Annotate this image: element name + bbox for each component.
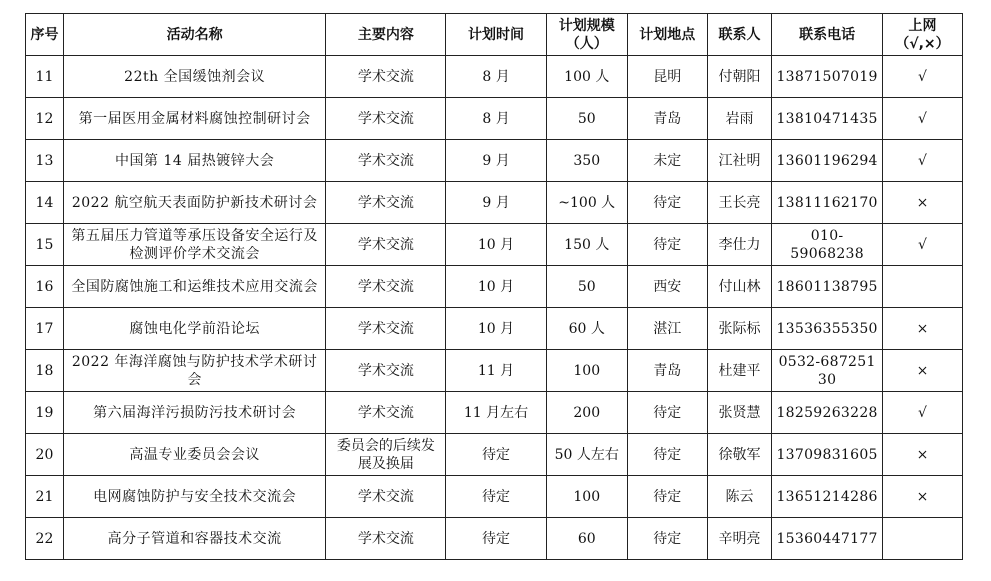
cell-contact: 陈云 [707,476,772,518]
cell-time: 11 月 [446,350,546,392]
cell-content: 学术交流 [326,182,446,224]
table-row [26,476,963,518]
table-row [26,350,963,392]
cell-phone: 13811162170 [772,182,883,224]
cell-name: 高温专业委员会会议 [63,434,325,476]
header-contact: 联系人 [707,14,772,56]
cell-time: 10 月 [446,224,546,266]
cell-place: 青岛 [627,350,707,392]
cell-no: 14 [26,182,64,224]
cell-online: √ [882,56,962,98]
cell-place: 待定 [627,518,707,560]
header-online: 上网（√,×） [882,14,962,56]
cell-phone: 15360447177 [772,518,883,560]
cell-phone: 13810471435 [772,98,883,140]
cell-content: 学术交流 [326,518,446,560]
cell-phone: 13601196294 [772,140,883,182]
cell-name: 2022 年海洋腐蚀与防护技术学术研讨会 [63,350,325,392]
cell-phone: 010-59068238 [772,224,883,266]
cell-place: 待定 [627,182,707,224]
cell-contact: 徐敬军 [707,434,772,476]
cell-no: 18 [26,350,64,392]
cell-contact: 李仕力 [707,224,772,266]
cell-online: × [882,434,962,476]
table-row [26,434,963,476]
cell-place: 西安 [627,266,707,308]
cell-scale: 200 [546,392,627,434]
cell-contact: 付朝阳 [707,56,772,98]
cell-content: 学术交流 [326,98,446,140]
cell-content: 委员会的后续发展及换届 [326,434,446,476]
cell-no: 12 [26,98,64,140]
cell-contact: 江社明 [707,140,772,182]
cell-place: 待定 [627,392,707,434]
cell-contact: 王长亮 [707,182,772,224]
cell-contact: 岩雨 [707,98,772,140]
cell-time: 待定 [446,476,546,518]
cell-online: × [882,350,962,392]
cell-online: × [882,182,962,224]
cell-name: 2022 航空航天表面防护新技术研讨会 [63,182,325,224]
cell-place: 未定 [627,140,707,182]
cell-time: 11 月左右 [446,392,546,434]
cell-place: 青岛 [627,98,707,140]
cell-no: 11 [26,56,64,98]
cell-online: × [882,308,962,350]
cell-name: 中国第 14 届热镀锌大会 [63,140,325,182]
cell-online: √ [882,140,962,182]
cell-no: 13 [26,140,64,182]
cell-no: 20 [26,434,64,476]
cell-time: 待定 [446,434,546,476]
cell-no: 15 [26,224,64,266]
cell-scale: 50 [546,266,627,308]
cell-phone: 18259263228 [772,392,883,434]
cell-name: 第一届医用金属材料腐蚀控制研讨会 [63,98,325,140]
cell-contact: 张贤慧 [707,392,772,434]
cell-contact: 付山林 [707,266,772,308]
header-name: 活动名称 [63,14,325,56]
header-no: 序号 [26,14,64,56]
cell-phone: 18601138795 [772,266,883,308]
cell-no: 21 [26,476,64,518]
cell-name: 腐蚀电化学前沿论坛 [63,308,325,350]
cell-time: 待定 [446,518,546,560]
activity-schedule-table [25,13,963,560]
table-row [26,518,963,560]
header-scale: 计划规模（人） [546,14,627,56]
cell-name: 电网腐蚀防护与安全技术交流会 [63,476,325,518]
cell-time: 10 月 [446,266,546,308]
cell-scale: 60 [546,518,627,560]
table-row [26,224,963,266]
header-row [26,14,963,56]
cell-phone: 13871507019 [772,56,883,98]
cell-phone: 13651214286 [772,476,883,518]
cell-no: 16 [26,266,64,308]
cell-place: 待定 [627,476,707,518]
cell-scale: 50 人左右 [546,434,627,476]
cell-place: 昆明 [627,56,707,98]
cell-content: 学术交流 [326,350,446,392]
cell-scale: 100 [546,476,627,518]
cell-content: 学术交流 [326,56,446,98]
cell-name: 高分子管道和容器技术交流 [63,518,325,560]
cell-content: 学术交流 [326,476,446,518]
cell-name: 第五届压力管道等承压设备安全运行及检测评价学术交流会 [63,224,325,266]
cell-scale: 100 人 [546,56,627,98]
cell-place: 待定 [627,434,707,476]
table-row [26,98,963,140]
cell-online: √ [882,224,962,266]
cell-content: 学术交流 [326,266,446,308]
cell-time: 9 月 [446,140,546,182]
cell-online: √ [882,98,962,140]
cell-time: 9 月 [446,182,546,224]
cell-name: 全国防腐蚀施工和运维技术应用交流会 [63,266,325,308]
cell-content: 学术交流 [326,140,446,182]
header-content: 主要内容 [326,14,446,56]
cell-scale: 100 [546,350,627,392]
cell-phone: 13536355350 [772,308,883,350]
cell-no: 22 [26,518,64,560]
cell-place: 待定 [627,224,707,266]
cell-scale: 50 [546,98,627,140]
cell-phone: 0532-68725130 [772,350,883,392]
cell-name: 22th 全国缓蚀剂会议 [63,56,325,98]
cell-online [882,266,962,308]
table-row [26,392,963,434]
cell-name: 第六届海洋污损防污技术研讨会 [63,392,325,434]
cell-contact: 辛明亮 [707,518,772,560]
header-place: 计划地点 [627,14,707,56]
cell-content: 学术交流 [326,392,446,434]
cell-content: 学术交流 [326,308,446,350]
cell-contact: 杜建平 [707,350,772,392]
cell-scale: 350 [546,140,627,182]
table-row [26,308,963,350]
cell-scale: 150 人 [546,224,627,266]
table-row [26,56,963,98]
table-row [26,182,963,224]
cell-scale: 60 人 [546,308,627,350]
cell-online [882,518,962,560]
cell-online: √ [882,392,962,434]
cell-scale: ~100 人 [546,182,627,224]
cell-contact: 张际标 [707,308,772,350]
cell-content: 学术交流 [326,224,446,266]
header-phone: 联系电话 [772,14,883,56]
cell-time: 10 月 [446,308,546,350]
cell-time: 8 月 [446,56,546,98]
header-time: 计划时间 [446,14,546,56]
cell-time: 8 月 [446,98,546,140]
table-row [26,266,963,308]
cell-no: 17 [26,308,64,350]
cell-no: 19 [26,392,64,434]
cell-place: 湛江 [627,308,707,350]
cell-online: × [882,476,962,518]
table-row [26,140,963,182]
cell-phone: 13709831605 [772,434,883,476]
